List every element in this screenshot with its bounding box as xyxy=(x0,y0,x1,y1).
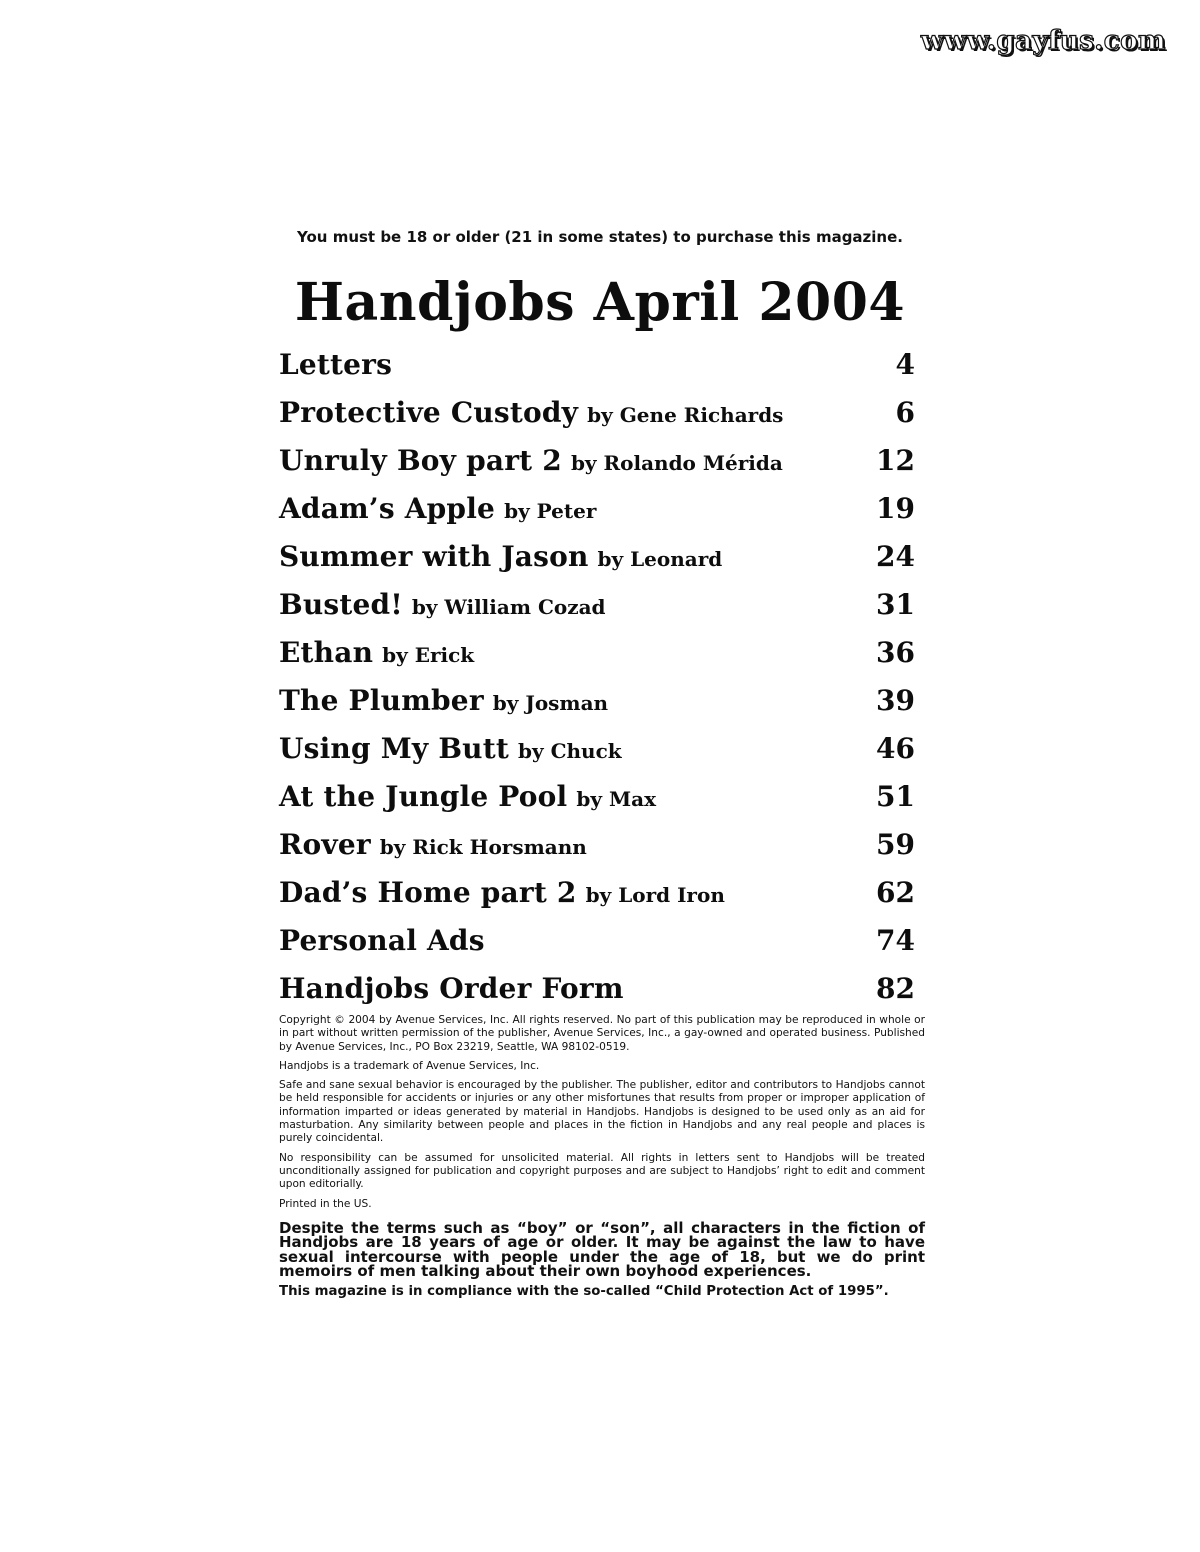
toc-entry-author: by Rolando Mérida xyxy=(570,450,783,475)
toc-entry-ethan xyxy=(279,628,915,676)
toc-entry-using-my-butt xyxy=(279,724,915,772)
toc-entry-jungle-pool xyxy=(279,772,915,820)
toc-entry-title: Handjobs Order Form xyxy=(279,971,624,1005)
toc-entry-author: by Erick xyxy=(382,642,475,667)
toc-entry-page: 74 xyxy=(876,923,915,957)
toc-entry-rover xyxy=(279,820,915,868)
toc-entry-author: by Gene Richards xyxy=(587,402,784,427)
compliance-notice: This magazine is in compliance with the so-called “Child Protection Act of 1995”. xyxy=(279,1283,889,1299)
toc-entry-unruly-boy xyxy=(279,436,915,484)
toc-entry-title: Summer with Jason xyxy=(279,539,589,573)
toc-entry-title: Dad’s Home part 2 xyxy=(279,875,577,909)
copyright-notice: Copyright © 2004 by Avenue Services, Inc. All rights reserved. No part of this publication may be reproduced in whole or in part without written permission of the publisher, Avenue Services, Inc., a gay-owned and operated business. Published by Avenue Services, Inc., PO Box 23219, Seattle, WA 98102-0519. xyxy=(279,1014,925,1053)
toc-entry-title: Unruly Boy part 2 xyxy=(279,443,562,477)
toc-entry-page: 51 xyxy=(876,779,915,813)
toc-entry-author: by Rick Horsmann xyxy=(379,834,587,859)
toc-entry-page: 62 xyxy=(876,875,915,909)
trademark-notice: Handjobs is a trademark of Avenue Services, Inc. xyxy=(279,1059,540,1072)
toc-entry-protective-custody xyxy=(279,388,915,436)
toc-entry-order-form xyxy=(279,964,915,1012)
toc-entry-page: 36 xyxy=(876,635,915,669)
toc-entry-author: by Josman xyxy=(492,690,609,715)
age-notice: You must be 18 or older (21 in some states) to purchase this magazine. xyxy=(297,228,903,246)
toc-entry-page: 24 xyxy=(876,539,915,573)
toc-entry-busted xyxy=(279,580,915,628)
toc-entry-title: At the Jungle Pool xyxy=(279,779,568,813)
table-of-contents xyxy=(279,340,915,1012)
toc-entry-summer-with-jason xyxy=(279,532,915,580)
toc-entry-title: Adam’s Apple xyxy=(279,491,496,525)
toc-entry-page: 46 xyxy=(876,731,915,765)
toc-entry-letters xyxy=(279,340,915,388)
toc-entry-author: by Lord Iron xyxy=(585,882,725,907)
toc-entry-personal-ads xyxy=(279,916,915,964)
toc-entry-author: by Chuck xyxy=(518,738,622,763)
age-disclaimer: Despite the terms such as “boy” or “son”, all characters in the fiction of Handjobs are 18 years of age or older. It may be against the law to have sexual intercourse with people under the age of 18, but we do print memoirs of men talking about their own boyhood experiences. xyxy=(279,1218,925,1281)
toc-entry-page: 12 xyxy=(876,443,915,477)
toc-entry-author: by Leonard xyxy=(597,546,723,571)
toc-entry-title: Protective Custody xyxy=(279,395,579,429)
toc-entry-author: by Peter xyxy=(504,498,597,523)
toc-entry-title: Letters xyxy=(279,347,393,381)
toc-entry-title: Rover xyxy=(279,827,371,861)
toc-entry-title: Personal Ads xyxy=(279,923,485,957)
toc-entry-dads-home xyxy=(279,868,915,916)
toc-entry-page: 19 xyxy=(876,491,915,525)
toc-entry-title: The Plumber xyxy=(279,683,484,717)
toc-entry-title: Ethan xyxy=(279,635,374,669)
toc-entry-page: 6 xyxy=(895,395,915,429)
toc-entry-page: 4 xyxy=(895,347,915,381)
legal-notices xyxy=(279,1014,925,1306)
printed-notice: Printed in the US. xyxy=(279,1197,372,1210)
watermark-url: www.gayfus.com xyxy=(920,26,1166,56)
safety-notice: Safe and sane sexual behavior is encouraged by the publisher. The publisher, editor and contributors to Handjobs cannot be held responsible for accidents or injuries or any other misfortunes that results from proper or improper application of information imparted or ideas generated by material in Handjobs. Handjobs is designed to be used only as an aid for masturbation. Any similarity between people and places in the fiction in Handjobs and any real people and places is purely coincidental. xyxy=(279,1079,925,1145)
toc-entry-page: 31 xyxy=(876,587,915,621)
toc-entry-the-plumber xyxy=(279,676,915,724)
toc-entry-author: by William Cozad xyxy=(411,594,606,619)
toc-entry-title: Busted! xyxy=(279,587,403,621)
toc-entry-author: by Max xyxy=(576,786,656,811)
toc-entry-page: 59 xyxy=(876,827,915,861)
toc-entry-title: Using My Butt xyxy=(279,731,510,765)
toc-entry-page: 39 xyxy=(876,683,915,717)
unsolicited-material-notice: No responsibility can be assumed for unsolicited material. All rights in letters sent to Handjobs will be treated unconditionally assigned for publication and copyright purposes and are subject to Handjobs’ right to edit and comment upon editorially. xyxy=(279,1151,925,1191)
page-title: Handjobs April 2004 xyxy=(294,272,906,333)
toc-entry-adams-apple xyxy=(279,484,915,532)
toc-entry-page: 82 xyxy=(876,971,915,1005)
